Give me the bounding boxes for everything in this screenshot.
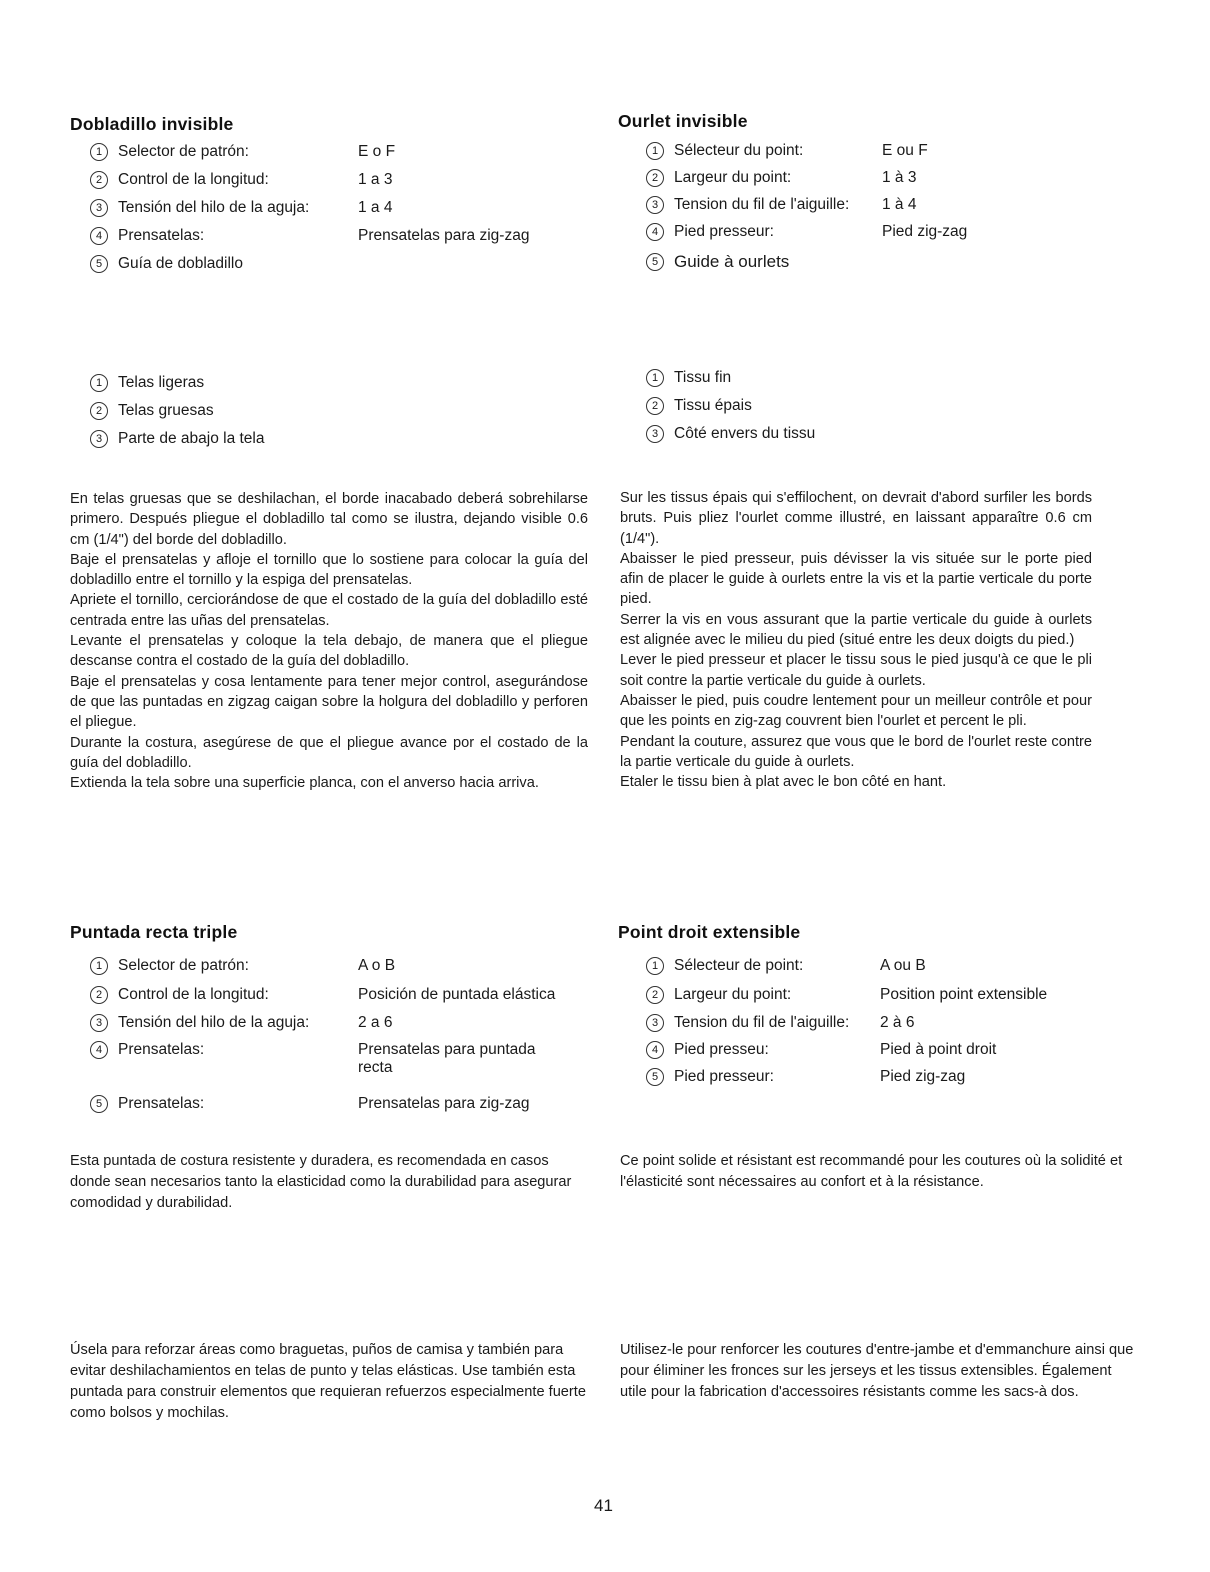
setting-row — [90, 1041, 536, 1059]
circled-number-1: 1 — [90, 957, 108, 975]
setting-label: Control de la longitud: — [118, 171, 269, 188]
figure-label: Tissu épais — [674, 397, 752, 414]
setting-label: Prensatelas: — [118, 1041, 205, 1058]
setting-value: 1 a 4 — [358, 199, 393, 216]
paragraph: Durante la costura, asegúrese de que el pliegue avance por el costado de la guía del dobladillo. — [70, 734, 588, 771]
circled-number-4: 4 — [646, 223, 664, 241]
setting-row — [646, 1014, 915, 1032]
setting-row — [646, 1041, 997, 1059]
figure-label: Telas gruesas — [118, 402, 214, 419]
section-title-puntada: Puntada recta triple — [70, 922, 238, 942]
figure-label-row — [90, 430, 265, 448]
setting-value: Pied zig-zag — [880, 1068, 966, 1085]
circled-number-4: 4 — [90, 1041, 108, 1059]
setting-value: Prensatelas para zig-zag — [358, 1095, 530, 1112]
setting-label: Guide à ourlets — [674, 252, 790, 271]
setting-row — [646, 142, 928, 160]
instructions-ourlet — [620, 488, 1092, 792]
setting-label: Guía de dobladillo — [118, 255, 243, 272]
setting-row — [90, 227, 530, 245]
setting-value: 1 à 4 — [882, 196, 917, 213]
setting-label: Prensatelas: — [118, 1095, 205, 1112]
instructions-dobladillo — [70, 489, 588, 793]
setting-row — [90, 199, 393, 217]
description-point-droit: Ce point solide et résistant est recommandé pour les coutures où la solidité et l'élasticité sont nécessaires au confort et à la résistance. — [620, 1153, 1123, 1190]
setting-row — [90, 986, 556, 1004]
setting-value: 1 a 3 — [358, 171, 393, 188]
setting-row — [646, 1068, 966, 1086]
circled-number-3: 3 — [90, 199, 108, 217]
section-title-ourlet: Ourlet invisible — [618, 111, 748, 131]
setting-value: A o B — [358, 957, 396, 974]
setting-value: Prensatelas para puntada — [358, 1041, 536, 1058]
circled-number-4: 4 — [90, 227, 108, 245]
setting-label: Sélecteur de point: — [674, 957, 804, 974]
setting-label: Pied presseur: — [674, 1068, 774, 1085]
setting-value: 1 à 3 — [882, 169, 917, 186]
setting-row — [90, 1095, 530, 1113]
figure-label: Parte de abajo la tela — [118, 430, 265, 447]
setting-label: Largeur du point: — [674, 986, 792, 1003]
circled-number-2: 2 — [90, 402, 108, 420]
figure-label: Côté envers du tissu — [674, 425, 816, 442]
setting-row — [90, 1014, 393, 1032]
setting-label: Pied presseur: — [674, 223, 774, 240]
circled-number-3: 3 — [646, 425, 664, 443]
paragraph: Lever le pied presseur et placer le tissu sous le pied jusqu'à ce que le pli soit contre la partie verticale du guide à ourlets. — [620, 652, 1092, 689]
setting-value: E o F — [358, 143, 396, 160]
setting-label: Tension du fil de l'aiguille: — [674, 1014, 850, 1031]
paragraph: Abaisser le pied, puis coudre lentement pour un meilleur contrôle et pour que les points en zig-zag couvrent bien l'ourlet et percent le pli. — [620, 692, 1092, 730]
circled-number-2: 2 — [90, 171, 108, 189]
figure-label-row — [90, 374, 204, 392]
circled-number-5: 5 — [90, 255, 108, 273]
usage-point-droit: Utilisez-le pour renforcer les coutures d'entre-jambe et d'emmanchure ainsi que pour éliminer les fronces sur les jerseys et les tissus extensibles. Également utile pour la fabrication d'accessoires résistants comme les sacs-à dos. — [620, 1342, 1134, 1400]
circled-number-3: 3 — [90, 430, 108, 448]
setting-label: Tension du fil de l'aiguille: — [674, 196, 850, 213]
setting-label: Control de la longitud: — [118, 986, 269, 1003]
paragraph: Serrer la vis en vous assurant que la partie verticale du guide à ourlets est alignée avec le milieu du pied (situé entre les deux doigts du pied.) — [620, 611, 1092, 649]
setting-value: 2 à 6 — [880, 1014, 915, 1031]
setting-value: Prensatelas para zig-zag — [358, 227, 530, 244]
section-title-dobladillo: Dobladillo invisible — [70, 114, 234, 134]
circled-number-1: 1 — [90, 143, 108, 161]
description-puntada: Esta puntada de costura resistente y duradera, es recomendada en casos donde sean necesarios tanto la elasticidad como la durabilidad para asegurar comodidad y durabilidad. — [70, 1153, 572, 1211]
circled-number-1: 1 — [646, 957, 664, 975]
figure-label: Telas ligeras — [118, 374, 205, 391]
setting-row — [646, 223, 968, 241]
setting-value: recta — [358, 1059, 393, 1076]
setting-value: Pied zig-zag — [882, 223, 968, 240]
setting-label: Pied presseu: — [674, 1041, 769, 1058]
setting-label: Largeur du point: — [674, 169, 792, 186]
setting-value: Position point extensible — [880, 986, 1048, 1003]
page-number: 41 — [594, 1496, 613, 1515]
figure-label-row — [646, 397, 752, 415]
circled-number-3: 3 — [646, 196, 664, 214]
setting-row — [90, 171, 393, 189]
usage-puntada: Úsela para reforzar áreas como braguetas, puños de camisa y también para evitar deshilachamientos en telas de punto y telas elásticas. Use también esta puntada para construir elementos que requieran refuerzos especialmente fuerte como bolsos y mochilas. — [70, 1342, 586, 1421]
figure-label-row — [90, 402, 214, 420]
circled-number-5: 5 — [646, 253, 664, 271]
setting-value: A ou B — [880, 957, 926, 974]
setting-row — [90, 255, 243, 273]
setting-row — [90, 957, 396, 975]
setting-value: 2 a 6 — [358, 1014, 393, 1031]
circled-number-2: 2 — [90, 986, 108, 1004]
setting-label: Sélecteur du point: — [674, 142, 804, 159]
circled-number-3: 3 — [646, 1014, 664, 1032]
figure-label-row — [646, 369, 731, 387]
paragraph: Sur les tissus épais qui s'effilochent, on devrait d'abord surfiler les bords bruts. Puis pliez l'ourlet comme illustré, en laissant apparaître 0.6 cm (1/4"). — [620, 490, 1092, 547]
circled-number-2: 2 — [646, 986, 664, 1004]
circled-number-3: 3 — [90, 1014, 108, 1032]
circled-number-5: 5 — [90, 1095, 108, 1113]
paragraph: Levante el prensatelas y coloque la tela debajo, de manera que el pliegue descanse contra el costado de la guía del dobladillo. — [70, 633, 588, 670]
setting-label: Tensión del hilo de la aguja: — [118, 199, 310, 216]
circled-number-4: 4 — [646, 1041, 664, 1059]
setting-label: Tensión del hilo de la aguja: — [118, 1014, 310, 1031]
paragraph: Extienda la tela sobre una superficie planca, con el anverso hacia arriva. — [70, 775, 539, 792]
setting-value: Pied à point droit — [880, 1041, 997, 1058]
setting-label: Prensatelas: — [118, 227, 205, 244]
paragraph: Etaler le tissu bien à plat avec le bon côté en hant. — [620, 774, 947, 791]
paragraph: En telas gruesas que se deshilachan, el borde inacabado deberá sobrehilarse primero. Después pliegue el dobladillo tal como se ilustra, dejando visible 0.6 cm (1/4") del borde del dobladillo. — [70, 491, 588, 548]
paragraph: Pendant la couture, assurez que vous que le bord de l'ourlet reste contre la partie verticale du guide à ourlets. — [620, 733, 1092, 770]
setting-row — [646, 169, 917, 187]
circled-number-1: 1 — [646, 369, 664, 387]
paragraph: Apriete el tornillo, cerciorándose de que el costado de la guía del dobladillo esté centrada entre las uñas del prensatelas. — [70, 592, 588, 629]
setting-row — [646, 957, 926, 975]
setting-value: Posición de puntada elástica — [358, 986, 556, 1003]
circled-number-2: 2 — [646, 397, 664, 415]
figure-label-row — [646, 425, 815, 443]
setting-value: E ou F — [882, 142, 928, 159]
setting-row — [646, 196, 917, 214]
setting-row — [646, 986, 1048, 1004]
paragraph: Baje el prensatelas y cosa lentamente para tener mejor control, asegurándose de que las puntadas en zigzag caigan sobre la holgura del dobladillo y perforen el pliegue. — [70, 673, 588, 731]
setting-row — [646, 252, 789, 272]
circled-number-2: 2 — [646, 169, 664, 187]
circled-number-5: 5 — [646, 1068, 664, 1086]
setting-row — [90, 143, 396, 161]
setting-label: Selector de patrón: — [118, 957, 249, 974]
setting-label: Selector de patrón: — [118, 143, 249, 160]
paragraph: Abaisser le pied presseur, puis dévisser la vis située sur le porte pied afin de placer le guide à ourlets entre la vis et la partie verticale du porte pied. — [620, 550, 1092, 608]
figure-label: Tissu fin — [674, 369, 732, 386]
section-title-point-droit: Point droit extensible — [618, 922, 801, 942]
paragraph: Baje el prensatelas y afloje el tornillo que lo sostiene para colocar la guía del dobladillo entre el tornillo y la espiga del prensatelas. — [70, 551, 588, 589]
circled-number-1: 1 — [646, 142, 664, 160]
circled-number-1: 1 — [90, 374, 108, 392]
